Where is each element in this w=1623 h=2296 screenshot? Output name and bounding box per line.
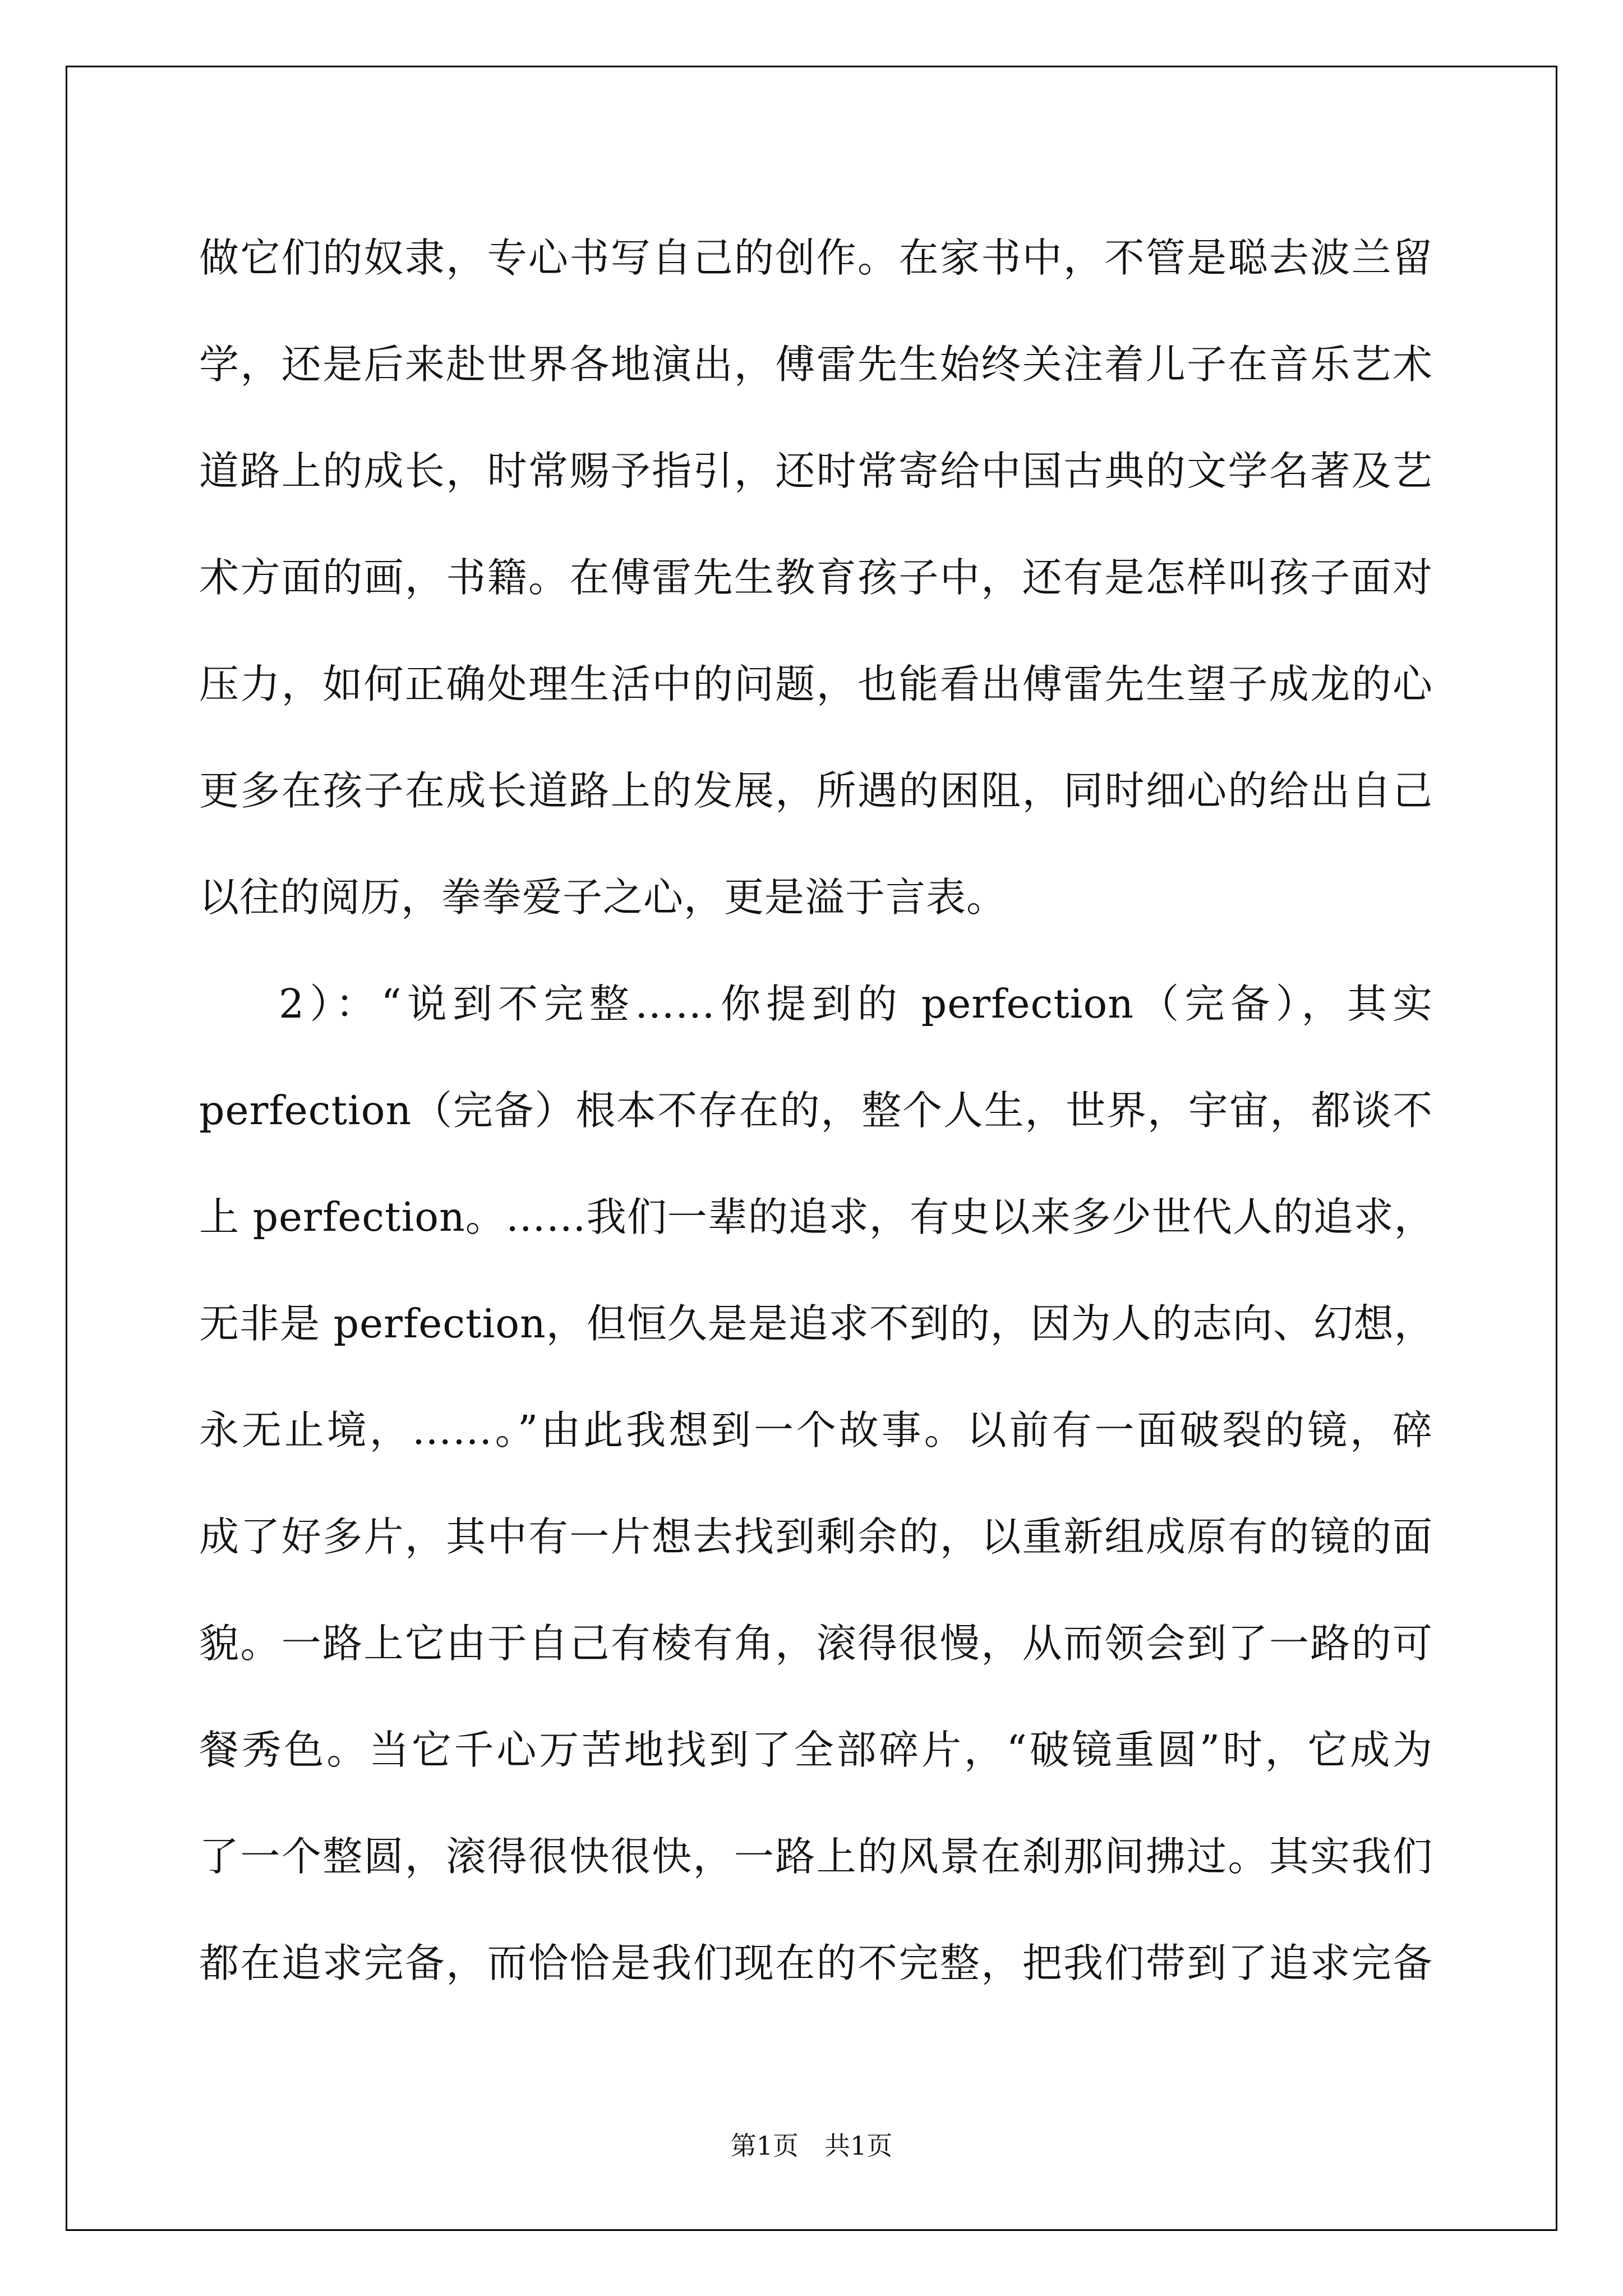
text-line: 餐秀色。当它千心万苦地找到了全部碎片，“破镜重圆”时，它成为 [199, 1727, 1433, 1773]
page-footer [0, 2129, 1623, 2162]
text-line: 貌。一路上它由于自己有棱有角，滚得很慢，从而领会到了一路的可 [199, 1620, 1433, 1667]
text-line: 成了好多片，其中有一片想去找到剩余的，以重新组成原有的镜的面 [199, 1513, 1433, 1560]
text-line: 2）：“说到不完整……你提到的 perfection（完备），其实 [279, 981, 1433, 1027]
text-line: 道路上的成长，时常赐予指引，还时常寄给中国古典的文学名著及艺 [199, 448, 1433, 494]
text-line: perfection（完备）根本不存在的，整个人生，世界，宇宙，都谈不 [199, 1087, 1433, 1134]
text-line: 以往的阅历，拳拳爱子之心，更是溢于言表。 [199, 874, 1007, 921]
text-line: 了一个整圆，滚得很快很快，一路上的风景在刹那间拂过。其实我们 [199, 1833, 1433, 1880]
text-line: 做它们的奴隶，专心书写自己的创作。在家书中，不管是聪去波兰留 [199, 234, 1433, 281]
text-line: 术方面的画，书籍。在傅雷先生教育孩子中，还有是怎样叫孩子面对 [199, 554, 1433, 601]
text-line: 更多在孩子在成长道路上的发展，所遇的困阻，同时细心的给出自己 [199, 767, 1433, 814]
text-line: 上 perfection。……我们一辈的追求，有史以来多少世代人的追求， [199, 1194, 1435, 1240]
document-body [199, 205, 1433, 2017]
text-line: 学，还是后来赴世界各地演出，傅雷先生始终关注着儿子在音乐艺术 [199, 341, 1433, 388]
text-line: 永无止境，……。”由此我想到一个故事。以前有一面破裂的镜，碎 [199, 1407, 1433, 1453]
text-line: 压力，如何正确处理生活中的问题，也能看出傅雷先生望子成龙的心 [199, 661, 1433, 707]
page-number: 第1页 [730, 2131, 799, 2161]
page-total: 共1页 [824, 2131, 893, 2161]
text-line: 都在追求完备，而恰恰是我们现在的不完整，把我们带到了追求完备 [199, 1940, 1433, 1986]
text-line: 无非是 perfection，但恒久是是追求不到的，因为人的志向、幻想， [199, 1300, 1435, 1347]
